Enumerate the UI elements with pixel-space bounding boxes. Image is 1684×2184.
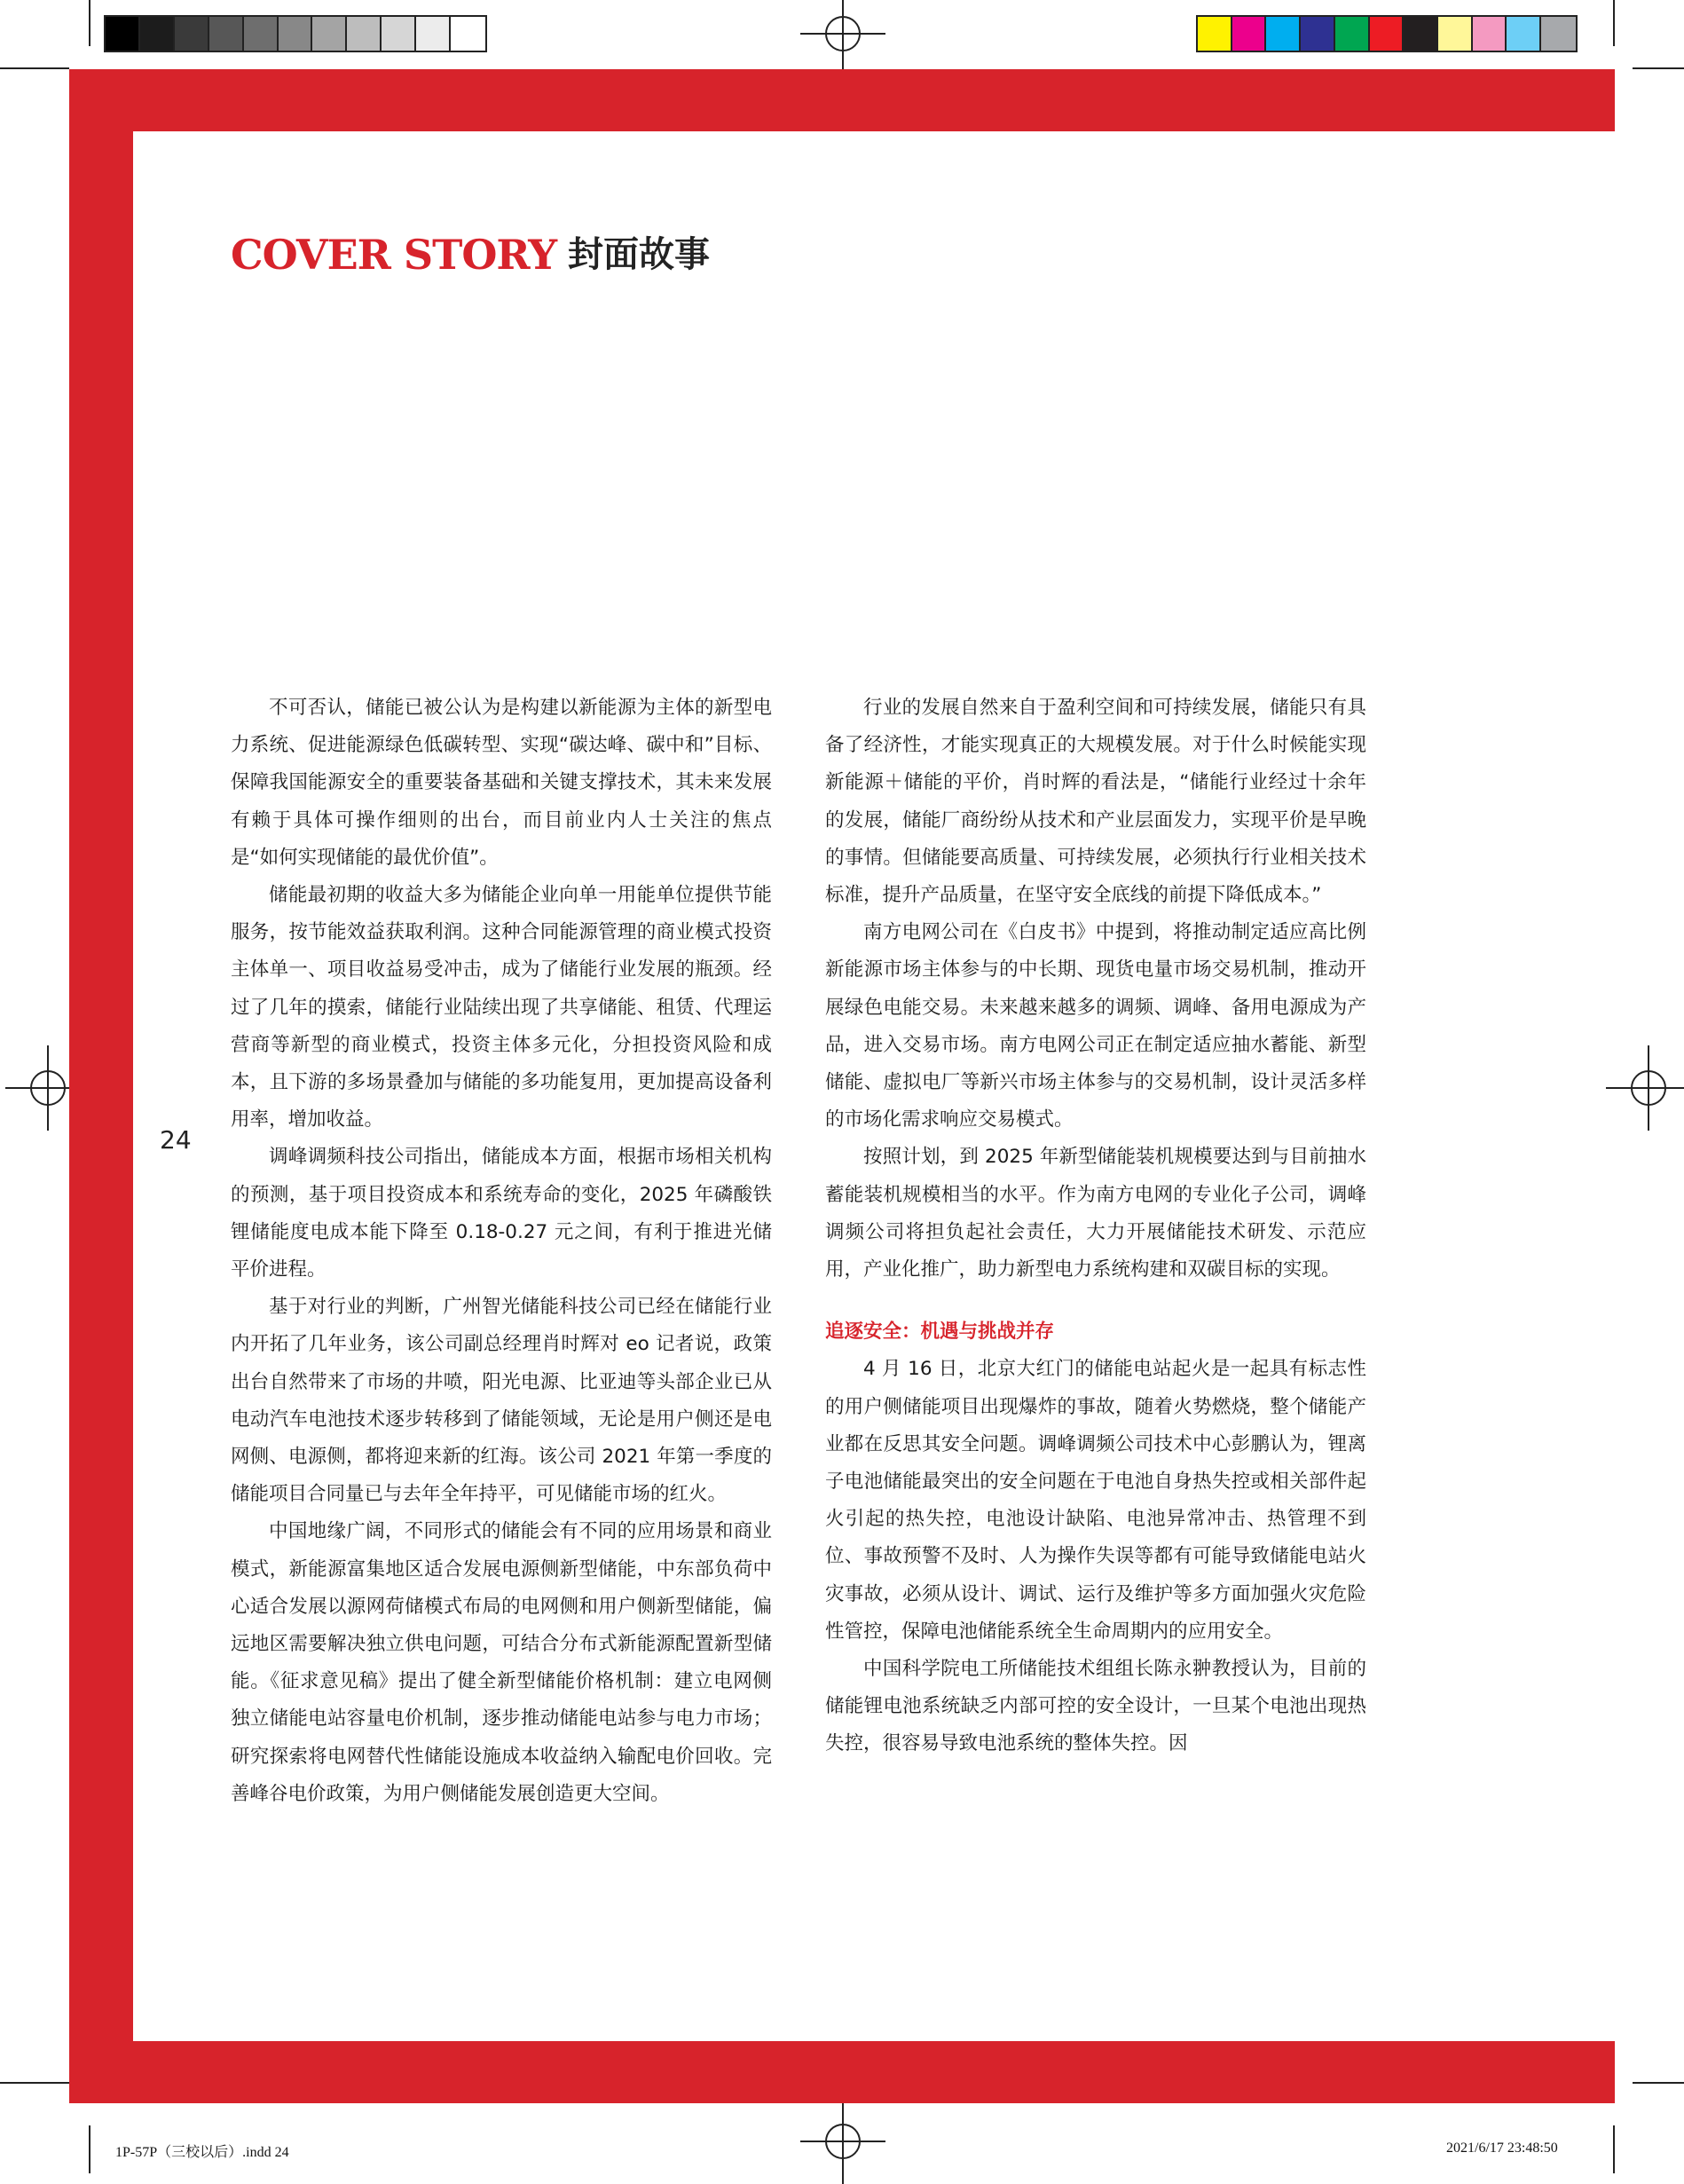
grayscale-color-bar (104, 15, 487, 52)
paragraph: 4 月 16 日，北京大红门的储能电站起火是一起具有标志性的用户侧储能项目出现爆炸的事故，随着火势燃烧，整个储能产业都在反思其安全问题。调峰调频公司技术中心彭鹏认为，锂离子电池储能最突出的安全问题在于电池自身热失控或相关部件起火引起的热失控，电池设计缺陷、电池异常冲击、热管理不到位、事故预警不及时、人为操作失误等都有可能导致储能电站火灾事故，必须从设计、调试、运行及维护等多方面加强火灾危险性管控，保障电池储能系统全生命周期内的应用安全。 (825, 1358, 1366, 1643)
color-swatch (175, 17, 209, 51)
color-swatch (1473, 17, 1507, 51)
red-frame-bottom (69, 2041, 1615, 2103)
color-swatch (209, 17, 244, 51)
red-frame-left (69, 69, 133, 2103)
crop-mark (1613, 0, 1615, 46)
color-swatch (1232, 17, 1267, 51)
color-swatch (1198, 17, 1232, 51)
color-swatch (1507, 17, 1541, 51)
color-swatch (1438, 17, 1473, 51)
cmyk-color-bar (1196, 15, 1578, 52)
paragraph-continued: 行业的发展自然来自于盈利空间和可持续发展，储能只有具备了经济性，才能实现真正的大规模发展。对于什么时候能实现新能源＋储能的平价，肖时辉的看法是，“储能行业经过十余年的发展，储能厂商纷纷从技术和产业层面发力，实现平价是早晚的事情。但储能要高质量、可持续发展，必须执行行业相关技术标准，提升产品质量，在坚守安全底线的前提下降低成本。” (825, 697, 1366, 907)
color-swatch (140, 17, 175, 51)
color-swatch (244, 17, 279, 51)
red-frame-top (69, 69, 1615, 131)
color-swatch (1266, 17, 1301, 51)
color-swatch (382, 17, 416, 51)
slug-timestamp: 2021/6/17 23:48:50 (1446, 2141, 1558, 2156)
color-swatch (1404, 17, 1438, 51)
paragraph: 按照计划，到 2025 年新型储能装机规模要达到与目前抽水蓄能装机规模相当的水平。作为南方电网的专业化子公司，调峰调频公司将担负起社会责任，大力开展储能技术研发、示范应用，产业化推广，助力新型电力系统构建和双碳目标的实现。 (825, 1146, 1366, 1281)
paragraph: 中国科学院电工所储能技术组组长陈永翀教授认为，目前的储能锂电池系统缺乏内部可控的安全设计，一旦某个电池出现热失控，很容易导致电池系统的整体失控。因 (825, 1658, 1366, 1755)
color-swatch (312, 17, 347, 51)
paragraph: 中国地缘广阔，不同形式的储能会有不同的应用场景和商业模式，新能源富集地区适合发展电源侧新型储能，中东部负荷中心适合发展以源网荷储模式布局的电网侧和用户侧新型储能，偏远地区需要解决独立供电问题，可结合分布式新能源配置新型储能。《征求意见稿》提出了健全新型储能价格机制：建立电网侧独立储能电站容量电价机制，逐步推动储能电站参与电力市场；研究探索将电网替代性储能设施成本收益纳入输配电价回收。完善峰谷电价政策，为用户侧储能发展创造更大空间。 (231, 1520, 772, 1805)
color-swatch (1541, 17, 1576, 51)
color-swatch (451, 17, 485, 51)
crop-mark (1633, 67, 1684, 69)
section-title-en: COVER STORY (231, 231, 557, 279)
page-number: 24 (160, 1125, 192, 1155)
section-title-cn: 封面故事 (568, 234, 710, 275)
paragraph: 基于对行业的判断，广州智光储能科技公司已经在储能行业内开拓了几年业务，该公司副总经理肖时辉对 eo 记者说，政策出台自然带来了市场的井喷，阳光电源、比亚迪等头部企业已从电动汽车电池技术逐步转移到了储能领域，无论是用户侧还是电网侧、电源侧，都将迎来新的红海。该公司 2021 年第一季度的储能项目合同量已与去年全年持平，可见储能市场的红火。 (231, 1296, 772, 1506)
crop-mark (0, 2082, 69, 2084)
registration-mark-bottom (825, 2124, 861, 2159)
crop-mark (89, 2125, 90, 2173)
paragraph: 南方电网公司在《白皮书》中提到，将推动制定适应高比例新能源市场主体参与的中长期、现货电量市场交易机制，推动开展绿色电能交易。未来越来越多的调频、调峰、备用电源成为产品，进入交易市场。南方电网公司正在制定适应抽水蓄能、新型储能、虚拟电厂等新兴市场主体参与的交易机制，设计灵活多样的市场化需求响应交易模式。 (825, 921, 1366, 1131)
section-subheading: 追逐安全：机遇与挑战并存 (825, 1321, 1055, 1344)
paragraph: 不可否认，储能已被公认为是构建以新能源为主体的新型电力系统、促进能源绿色低碳转型、实现“碳达峰、碳中和”目标、保障我国能源安全的重要装备基础和关键支撑技术，其未来发展有赖于具体可操作细则的出台，而目前业内人士关注的焦点是“如何实现储能的最优价值”。 (231, 697, 772, 869)
color-swatch (347, 17, 382, 51)
color-swatch (279, 17, 313, 51)
color-swatch (1370, 17, 1405, 51)
article-column-left (231, 690, 772, 1813)
crop-mark (89, 0, 90, 46)
registration-mark-right (1631, 1070, 1666, 1106)
color-swatch (1301, 17, 1335, 51)
crop-mark (0, 67, 69, 69)
registration-mark-top (825, 16, 861, 51)
slug-filename: 1P-57P（三校以后）.indd 24 (115, 2145, 289, 2160)
article-column-right (825, 690, 1366, 1763)
paragraph: 储能最初期的收益大多为储能企业向单一用能单位提供节能服务，按节能效益获取利润。这种合同能源管理的商业模式投资主体单一、项目收益易受冲击，成为了储能行业发展的瓶颈。经过了几年的摸索，储能行业陆续出现了共享储能、租赁、代理运营商等新型的商业模式，投资主体多元化，分担投资风险和成本，且下游的多场景叠加与储能的多功能复用，更加提高设备利用率，增加收益。 (231, 884, 772, 1131)
paragraph: 调峰调频科技公司指出，储能成本方面，根据市场相关机构的预测，基于项目投资成本和系统寿命的变化，2025 年磷酸铁锂储能度电成本能下降至 0.18-0.27 元之间，有利于推进光储平价进程。 (231, 1146, 772, 1281)
color-swatch (1335, 17, 1370, 51)
crop-mark (1633, 2082, 1684, 2084)
registration-mark-left (30, 1070, 66, 1106)
crop-mark (1613, 2125, 1615, 2173)
color-swatch (106, 17, 140, 51)
color-swatch (416, 17, 451, 51)
